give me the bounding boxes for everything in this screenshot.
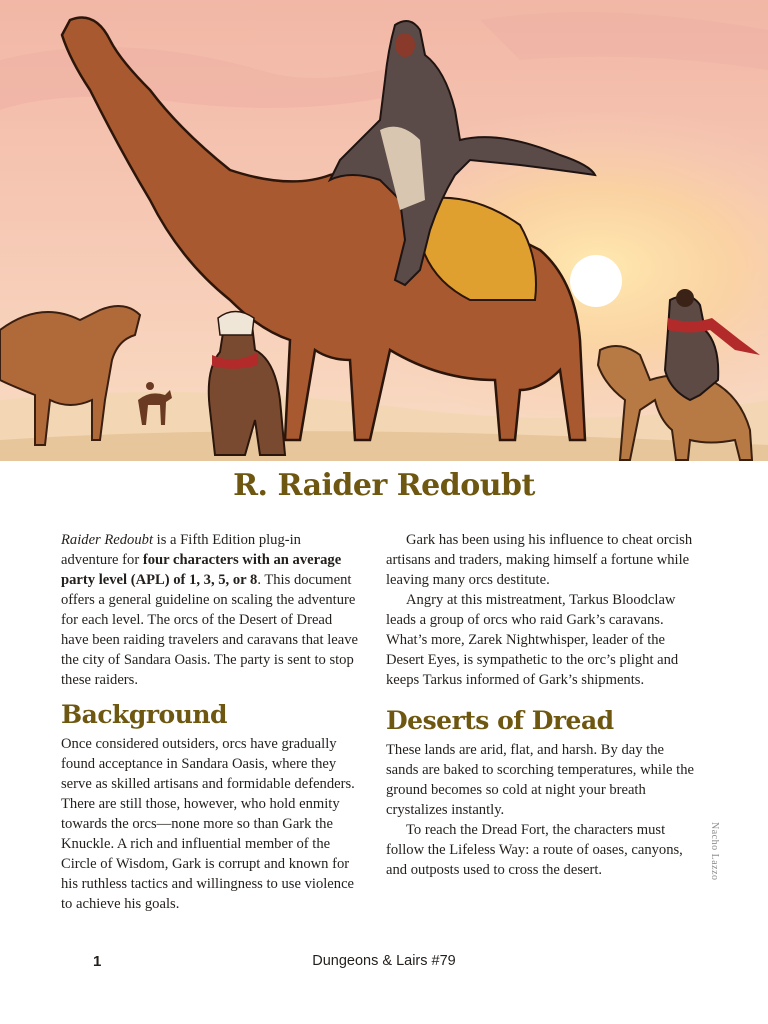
intro-bold-text: four characters with an average party level (APL) of 1, 3, 5, or 8 (61, 552, 342, 588)
right-column (386, 530, 696, 880)
tarkus-paragraph: Angry at this mistreatment, Tarkus Bloodclaw leads a group of orcs who raid Gark’s caravans. What’s more, Zarek Nightwhisper, leader of the Desert Eyes, is sympathetic to the orc’s plight and keeps Tarkus informed of Gark’s shipments. (386, 592, 679, 688)
page-title: R. Raider Redoubt (233, 468, 535, 503)
adventure-title-italic: Raider Redoubt (61, 532, 154, 548)
background-heading: Background (61, 700, 228, 729)
deserts-heading: Deserts of Dread (386, 706, 614, 735)
desert-caravan-illustration (0, 0, 768, 461)
dread-fort-paragraph: To reach the Dread Fort, the characters must follow the Lifeless Way: a route of oases, canyons, and outposts used to cross the desert. (386, 822, 683, 878)
left-column (61, 530, 359, 914)
artist-credit: Nacho Lazzo (709, 822, 720, 881)
footer-publication: Dungeons & Lairs #79 (312, 953, 456, 969)
hero-illustration (0, 0, 768, 461)
intro-text-a: is a Fifth Edition plug-in adventure for (61, 532, 301, 568)
intro-paragraph (61, 530, 359, 690)
gark-paragraph: Gark has been using his influence to cheat orcish artisans and traders, making himself a fortune while leaving many orcs destitute. (386, 532, 693, 588)
intro-text-b: . This document offers a general guideline on scaling the adventure for each level. The orcs of the Desert of Dread have been raiding travelers and caravans that leave the city of Sandara Oasis. The party is sent to stop these raiders. (61, 572, 358, 688)
background-paragraph: Once considered outsiders, orcs have gradually found acceptance in Sandara Oasis, where they serve as skilled artisans and formidable defenders. There are still those, however, who hold enmity towards the orcs—none more so than Gark the Knuckle. A rich and influential member of the Circle of Wisdom, Gark is corrupt and known for his ruthless tactics and willingness to use violence to achieve his goals. (61, 736, 355, 912)
page-number: 1 (93, 953, 102, 970)
lands-paragraph: These lands are arid, flat, and harsh. By day the sands are baked to scorching temperatures, while the ground becomes so cold at night your breath crystalizes instantly. (386, 742, 694, 818)
